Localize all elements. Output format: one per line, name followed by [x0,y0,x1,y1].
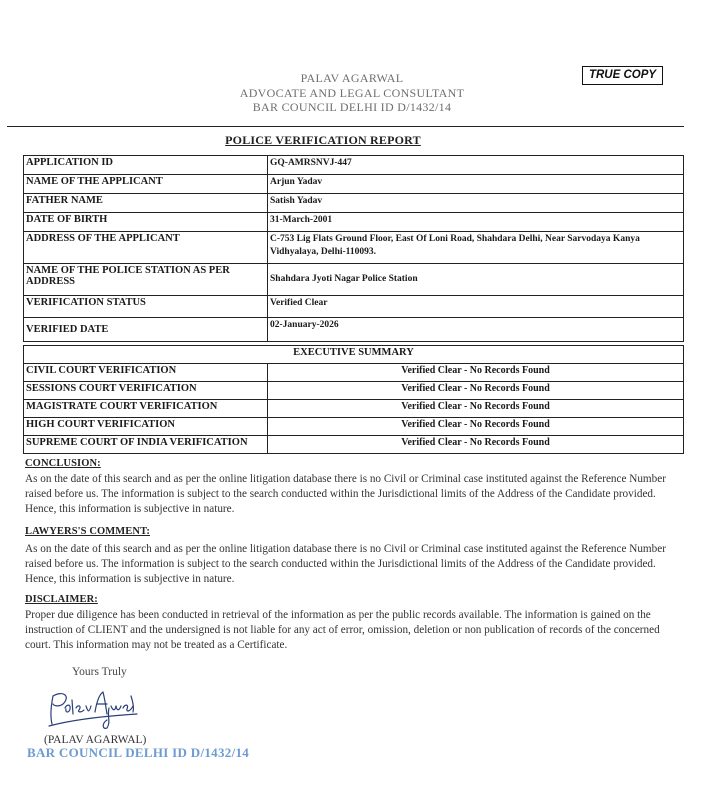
summary-value: Verified Clear - No Records Found [268,364,684,382]
detail-label: DATE OF BIRTH [24,213,268,232]
detail-value: 02-January-2026 [268,318,684,342]
summary-value: Verified Clear - No Records Found [268,382,684,400]
detail-label: NAME OF THE POLICE STATION AS PER ADDRESS [24,264,268,296]
table-row [24,213,684,232]
summary-label: SUPREME COURT OF INDIA VERIFICATION [24,436,268,454]
detail-label: FATHER NAME [24,194,268,213]
advocate-role: ADVOCATE AND LEGAL CONSULTANT [239,85,465,100]
detail-label: VERIFIED DATE [24,318,268,342]
detail-value: 31-March-2001 [268,213,684,232]
conclusion-text: As on the date of this search and as per the online litigation database there is no Civil or Criminal case instituted against the Reference Number raised before us. The information is subject to the search conducted within the Jurisdictional limits of the Address of the Candidate provided. Hence, this information is subjective in nature. [25,473,666,515]
table-row [24,364,684,382]
advocate-bar-id: BAR COUNCIL DELHI ID D/1432/14 [252,100,452,114]
summary-value: Verified Clear - No Records Found [268,418,684,436]
detail-value: Satish Yadav [268,194,684,213]
table-row [24,400,684,418]
disclaimer-text: Proper due diligence has been conducted in retrieval of the information as per the public records available. The information is gained on the instruction of CLIENT and the undersigned is not liable for any act of error, omission, deletion or non publication of records of the concerned court. This information may not be treated as a Certificate. [25,609,660,651]
lawyers-comment-text: As on the date of this search and as per the online litigation database there is no Civil or Criminal case instituted against the Reference Number raised before us. The information is subject to the search conducted within the Jurisdictional limits of the Address of the Candidate provided. Hence, this information is subjective in nature. [25,543,666,585]
summary-label: CIVIL COURT VERIFICATION [24,364,268,382]
summary-title: EXECUTIVE SUMMARY [24,346,684,364]
table-row [24,156,684,175]
advocate-name: PALAV AGARWAL [300,71,404,85]
lawyers-comment-heading: LAWYERS'S COMMENT: [25,526,150,537]
table-row [24,232,684,264]
summary-value: Verified Clear - No Records Found [268,436,684,454]
table-header-row [24,346,684,364]
report-title: POLICE VERIFICATION REPORT [225,133,421,147]
table-row [24,382,684,400]
signature [45,686,141,730]
table-row [24,264,684,296]
detail-label: APPLICATION ID [24,156,268,175]
disclaimer-heading: DISCLAIMER: [25,594,98,605]
summary-label: HIGH COURT VERIFICATION [24,418,268,436]
table-row [24,194,684,213]
detail-label: ADDRESS OF THE APPLICANT [24,232,268,264]
summary-label: MAGISTRATE COURT VERIFICATION [24,400,268,418]
detail-value: C-753 Lig Flats Ground Floor, East Of Loni Road, Shahdara Delhi, Near Sarvodaya Kanya Vidhyalaya, Delhi-110093. [268,232,684,264]
signer-name: (PALAV AGARWAL) [44,734,147,746]
detail-label: NAME OF THE APPLICANT [24,175,268,194]
table-row [24,436,684,454]
detail-label: VERIFICATION STATUS [24,296,268,318]
detail-value: Verified Clear [268,296,684,318]
letterhead [0,71,704,115]
detail-value: Shahdara Jyoti Nagar Police Station [268,264,684,296]
header-divider [7,126,684,127]
table-row [24,318,684,342]
executive-summary-table [23,345,684,454]
summary-label: SESSIONS COURT VERIFICATION [24,382,268,400]
closing-salutation: Yours Truly [72,666,127,678]
detail-value: GQ-AMRSNVJ-447 [268,156,684,175]
summary-value: Verified Clear - No Records Found [268,400,684,418]
applicant-details-table [23,155,684,342]
detail-value: Arjun Yadav [268,175,684,194]
conclusion-heading: CONCLUSION: [25,458,101,469]
table-row [24,296,684,318]
table-row [24,418,684,436]
table-row [24,175,684,194]
signer-bar-id: BAR COUNCIL DELHI ID D/1432/14 [27,745,250,760]
true-copy-stamp: TRUE COPY [582,66,663,85]
